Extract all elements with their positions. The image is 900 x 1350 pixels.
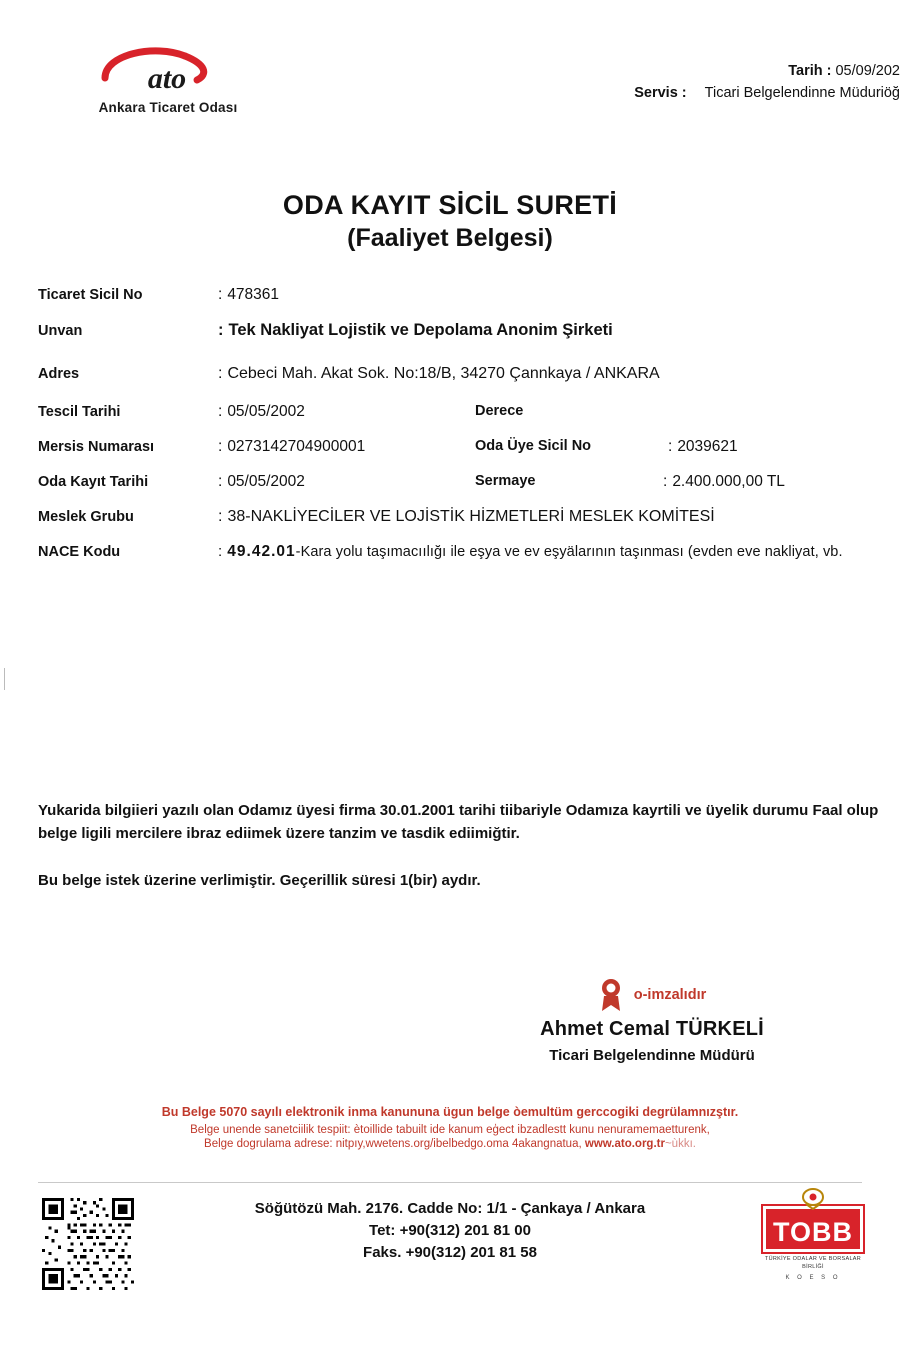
value-oda-kayit-tarihi: 05/05/2002 [227,473,305,490]
field-row-tescil-tarihi [38,403,886,438]
value-nace-dash: - [295,544,301,560]
label-ticaret-sicil-no: Ticaret Sicil No [38,287,143,303]
tobb-subtitle: TÜRKİYE ODALAR VE BORSALAR BİRLİĞİ [764,1256,862,1271]
value-unvan-wrap [218,321,613,340]
field-row-ticaret-sicil-no [38,286,886,321]
value-sermaye-wrap [663,473,785,491]
sep-nace-kodu: : [218,543,223,560]
sep-meslek-grubu: : [218,508,223,525]
sep-ticaret-sicil-no: : [218,286,223,303]
value-mersis-wrap [218,438,365,456]
value-meslek-grubu-wrap [218,508,715,526]
page-edge-artifact [4,668,14,690]
header-date-label: Tarih : [788,63,832,79]
field-row-meslek-grubu [38,508,886,543]
footer-tel: Tet: +90(312) 201 81 00 [369,1221,531,1239]
label-oda-uye-sicil-no: Oda Üye Sicil No [475,438,592,454]
legal-line-3 [0,1138,900,1150]
header-meta [634,60,900,105]
legal-line-3-tail: ~ùkkı. [664,1138,696,1150]
field-row-mersis [38,438,886,473]
header-date-row [634,60,900,82]
label-derece: Derece [475,403,524,419]
value-mersis: 0273142704900001 [227,438,366,455]
title-main: ODA KAYIT SİCİL SURETİ [282,190,618,220]
e-signature-seal-icon [598,977,624,1013]
tobb-logo [754,1192,872,1300]
value-adres-wrap [218,365,660,383]
label-oda-kayit-tarihi: Oda Kayıt Tarihi [38,474,149,490]
sep-adres: : [218,365,223,382]
field-row-unvan [38,321,886,365]
value-oda-kayit-tarihi-wrap [218,473,305,491]
title-sub: (Faaliyet Belgesi) [347,224,553,252]
signer-name: Ahmet Cemal TÜRKELİ [540,1018,764,1040]
footer-divider [38,1182,862,1183]
legal-line-3-mid: 4akangnatua, [511,1138,582,1150]
header-service-label: Servis : [634,85,687,102]
signature-block [442,975,862,1064]
signature-seal-row [442,975,862,1015]
tobb-crest-icon [798,1188,828,1210]
label-unvan: Unvan [38,323,83,339]
sep-sermaye: : [663,473,668,490]
legal-line-1: Bu Belge 5070 sayılı elektronik inma kanununa ügun belge òemultüm gerccogiki degrülamnızştır. [161,1105,739,1119]
ato-logo-caption: Ankara Ticaret Odası [98,100,238,115]
value-ticaret-sicil-no-wrap [218,286,279,304]
sep-unvan: : [218,321,224,339]
label-adres: Adres [38,366,80,382]
signer-role: Ticari Belgelendinne Müdürü [549,1047,755,1064]
tobb-wordmark: TOBB [763,1206,863,1252]
statement-paragraph-2: Bu belge istek üzerine verlimiştir. Geçerillik süresi 1(bir) aydır. [38,872,481,889]
value-oda-uye-sicil-no: 2039621 [677,438,738,455]
header-service-value: Ticari Belgelendinne Müduriöğ [704,85,900,102]
legal-note [0,1105,900,1150]
label-meslek-grubu: Meslek Grubu [38,509,134,525]
value-ticaret-sicil-no: 478361 [227,286,280,303]
ato-logo-icon [93,42,243,98]
label-nace-kodu: NACE Kodu [38,544,121,560]
value-tescil-tarihi: 05/05/2002 [227,403,305,420]
sep-mersis: : [218,438,223,455]
legal-line-2: Belge unende sanetciilik tespiit: ètoillide tabuilt ide kanum eģect ibzadlestt kunu nenuramemaetturenk, [190,1124,710,1136]
document-header [0,42,900,142]
ato-logo-block [38,42,298,115]
field-row-oda-kayit-tarihi [38,473,886,508]
page-title [0,190,900,253]
legal-website-link[interactable]: www.ato.org.tr [584,1138,665,1150]
value-tescil-tarihi-wrap [218,403,305,421]
label-sermaye: Sermaye [475,473,536,489]
value-nace-description: Kara yolu taşımacıılığı ile eşya ve ev eşyälarının taşınması (evden eve nakliyat, vb. [300,544,843,560]
footer-fax: Faks. +90(312) 201 81 58 [363,1243,537,1261]
tobb-koesa-label: K O E S O [785,1274,841,1281]
field-row-adres [38,365,886,403]
value-adres: Cebeci Mah. Akat Sok. No:18/B, 34270 Çannkaya / ANKARA [227,365,660,382]
value-nace-kodu-wrap [218,543,843,561]
label-mersis: Mersis Numarası [38,439,155,455]
label-tescil-tarihi: Tescil Tarihi [38,404,121,420]
header-service-row [634,82,900,104]
sep-oda-uye-sicil-no: : [668,438,673,455]
statement-block [38,800,882,893]
e-signature-label: o-imzalıdır [633,987,707,1003]
value-sermaye: 2.400.000,00 TL [672,473,785,490]
sep-oda-kayit-tarihi: : [218,473,223,490]
value-meslek-grubu: 38-NAKLİYECİLER VE LOJİSTİK HİZMETLERİ MESLEK KOMİTESİ [227,508,715,525]
footer-address: Söğütözü Mah. 2176. Cadde No: 1/1 - Çankaya / Ankara [254,1200,646,1217]
value-nace-code: 49.42.01 [227,543,296,560]
field-list [38,286,886,578]
value-oda-uye-sicil-no-wrap [668,438,738,456]
field-row-nace-kodu [38,543,886,578]
svg-text:ato: ato [147,62,187,95]
document-footer [0,1192,900,1312]
header-date-value: 05/09/202 [835,63,900,79]
sep-tescil-tarihi: : [218,403,223,420]
statement-paragraph-1: Yukarida bilgiieri yazılı olan Odamız üyesi firma 30.01.2001 tarihi tiibariyle Odamıza kayrtili ve üyelik durumu Faal olup belge ligili mercilere ibraz ediimek üzere tanzim ve tasdik ediimiğtir. [38,802,879,842]
legal-line-3-pre: Belge dogrulama adrese: nitpıy,wwetens.org/ibelbedgo.oma [204,1138,509,1150]
value-unvan: Tek Nakliyat Lojistik ve Depolama Anonim Şirketi [228,321,613,339]
